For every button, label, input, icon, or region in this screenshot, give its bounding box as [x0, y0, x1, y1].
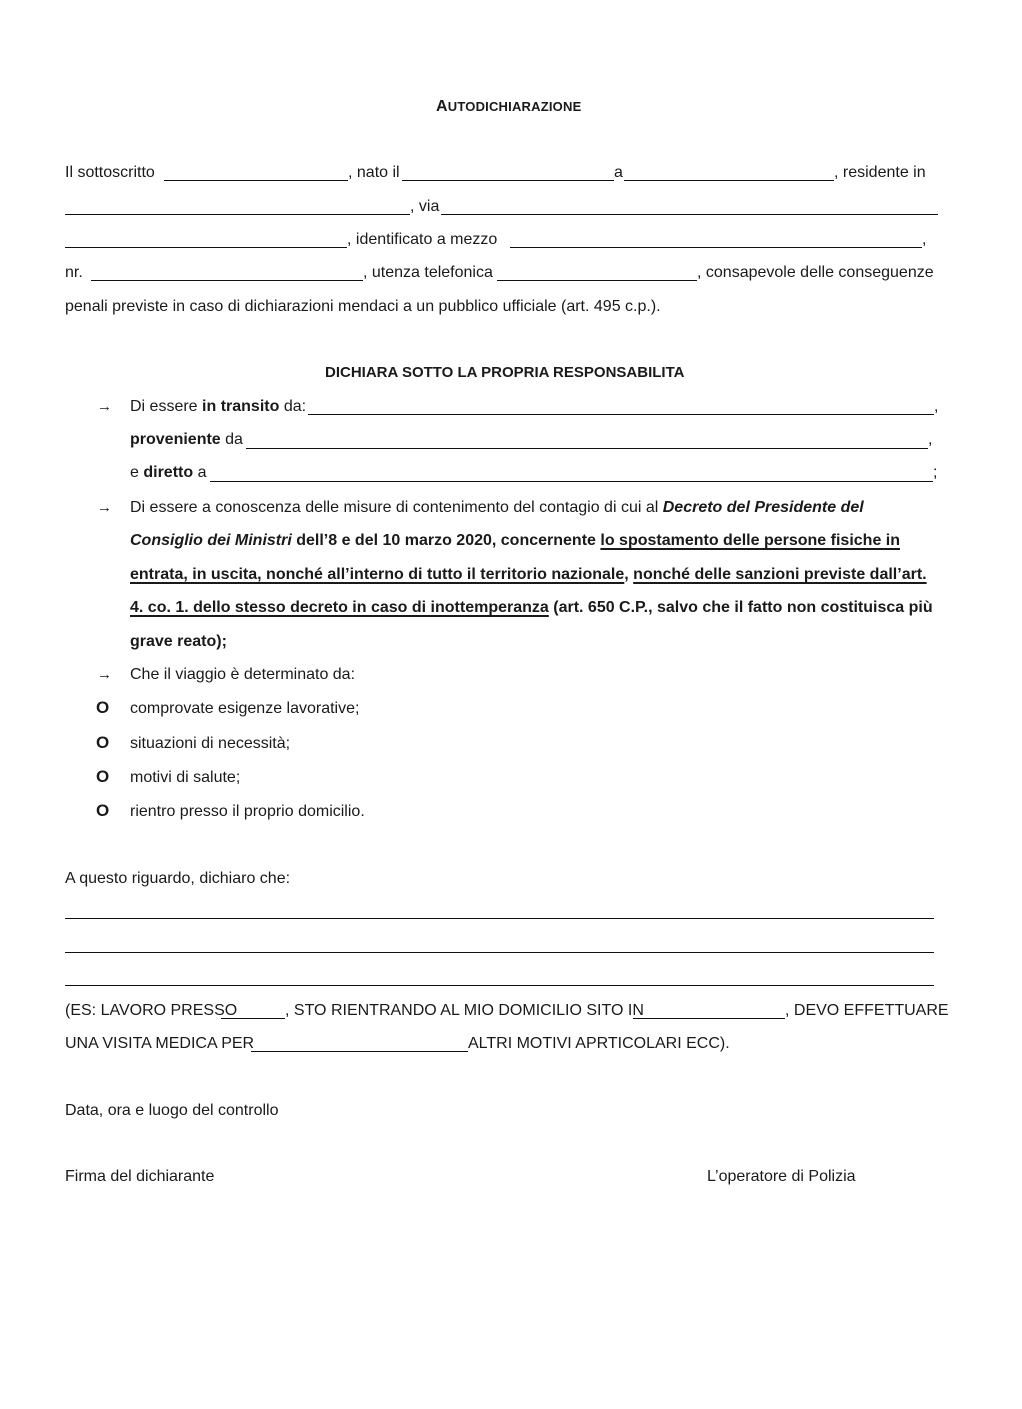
field-id-document[interactable]: [510, 247, 922, 248]
label-consapevole: , consapevole delle conseguenze: [697, 264, 934, 281]
label-utenza: , utenza telefonica: [363, 264, 493, 281]
text-bold: proveniente: [130, 431, 221, 448]
date-place-label: Data, ora e luogo del controllo: [65, 1102, 279, 1119]
field-origin[interactable]: [246, 448, 928, 449]
arrow-icon: →: [97, 666, 112, 683]
example-l1-b: , STO RIENTRANDO AL MIO DOMICILIO SITO IN: [285, 1002, 644, 1019]
semicolon: ;: [933, 464, 938, 481]
text: ,: [624, 566, 634, 583]
field-example-workplace[interactable]: [221, 1018, 285, 1019]
checkbox-circle-icon[interactable]: O: [96, 733, 110, 752]
label-a: a: [614, 164, 623, 181]
penal-notice: penali previste in caso di dichiarazioni mendaci a un pubblico ufficiale (art. 495 c.p.).: [65, 298, 661, 315]
comma: ,: [922, 231, 927, 248]
field-statement-line-2[interactable]: [65, 952, 934, 953]
label-sottoscritto: Il sottoscritto: [65, 164, 155, 181]
statement-label: A questo riguardo, dichiaro che:: [65, 870, 291, 887]
knowledge-line-3: [130, 565, 927, 585]
knowledge-line-1: [130, 498, 864, 518]
text-underline: nonché delle sanzioni previste dall’art.: [633, 566, 927, 583]
comma: ,: [928, 431, 933, 448]
label-nato-il: , nato il: [348, 164, 400, 181]
text: da: [220, 431, 243, 448]
field-example-medical[interactable]: [251, 1051, 468, 1052]
text: da:: [279, 398, 307, 415]
text-underline: lo spostamento delle persone fisiche in: [600, 532, 900, 549]
option-health: motivi di salute;: [130, 769, 241, 786]
document-title: [436, 98, 581, 116]
option-return-home: rientro presso il proprio domicilio.: [130, 803, 365, 820]
field-phone[interactable]: [497, 280, 697, 281]
arrow-icon: →: [97, 499, 112, 516]
option-necessity: situazioni di necessità;: [130, 735, 291, 752]
travel-reason-label: Che il viaggio è determinato da:: [130, 666, 356, 683]
example-l2-b: ALTRI MOTIVI APRTICOLARI ECC).: [468, 1035, 730, 1052]
decree-title: Decreto del Presidente del: [662, 499, 864, 516]
checkbox-circle-icon[interactable]: O: [96, 767, 110, 786]
example-l2-a: UNA VISITA MEDICA PER: [65, 1035, 255, 1052]
title-initial: A: [436, 98, 448, 115]
text-underline: entrata, in uscita, nonché all’interno di tutto il territorio nazionale: [130, 566, 625, 583]
field-birth-date[interactable]: [402, 180, 614, 181]
example-l1-c: , DEVO EFFETTUARE: [785, 1002, 949, 1019]
checkbox-circle-icon[interactable]: O: [96, 698, 110, 717]
signature-declarant-label: Firma del dichiarante: [65, 1168, 215, 1185]
text: Di essere a conoscenza delle misure di contenimento del contagio di cui al: [130, 499, 663, 516]
label-via: , via: [410, 198, 440, 215]
field-destination[interactable]: [210, 481, 933, 482]
label-nr: nr.: [65, 264, 83, 281]
text-bold: dell’8 e del 10 marzo 2020, concernente: [291, 532, 601, 549]
label-identificato: , identificato a mezzo: [347, 231, 498, 248]
arrow-icon: →: [97, 398, 112, 415]
field-id-number[interactable]: [91, 280, 363, 281]
text-bold: in transito: [202, 398, 280, 415]
text: e: [130, 464, 144, 481]
comma: ,: [934, 398, 939, 415]
field-statement-line-1[interactable]: [65, 918, 934, 919]
text: Di essere: [130, 398, 203, 415]
text: a: [193, 464, 207, 481]
knowledge-line-5: grave reato);: [130, 633, 227, 650]
field-transit-from[interactable]: [308, 414, 934, 415]
field-statement-line-3[interactable]: [65, 985, 934, 986]
text-underline: 4. co. 1. dello stesso decreto in caso di inottemperanza: [130, 599, 549, 616]
option-work: comprovate esigenze lavorative;: [130, 700, 360, 717]
provenance-label: [130, 430, 243, 450]
text-bold: (art. 650 C.P., salvo che il fatto non costituisca più: [548, 599, 933, 616]
field-residence-cont[interactable]: [65, 247, 347, 248]
decree-title: Consiglio dei Ministri: [130, 532, 292, 549]
field-name[interactable]: [164, 180, 348, 181]
section-heading: DICHIARA SOTTO LA PROPRIA RESPONSABILITA: [325, 364, 685, 381]
knowledge-line-2: [130, 531, 900, 551]
checkbox-circle-icon[interactable]: O: [96, 801, 110, 820]
text-bold: diretto: [143, 464, 194, 481]
label-residente: , residente in: [834, 164, 926, 181]
transit-label: [130, 397, 306, 417]
example-l1-a: (ES: LAVORO PRESSO: [65, 1002, 238, 1019]
field-residence-city[interactable]: [65, 214, 410, 215]
title-rest: UTODICHIARAZIONE: [447, 99, 582, 114]
knowledge-line-4: [130, 598, 933, 618]
signature-officer-label: L’operatore di Polizia: [707, 1168, 856, 1185]
field-example-home[interactable]: [633, 1018, 785, 1019]
destination-label: [130, 463, 206, 483]
field-street[interactable]: [441, 214, 938, 215]
field-birth-place[interactable]: [624, 180, 834, 181]
